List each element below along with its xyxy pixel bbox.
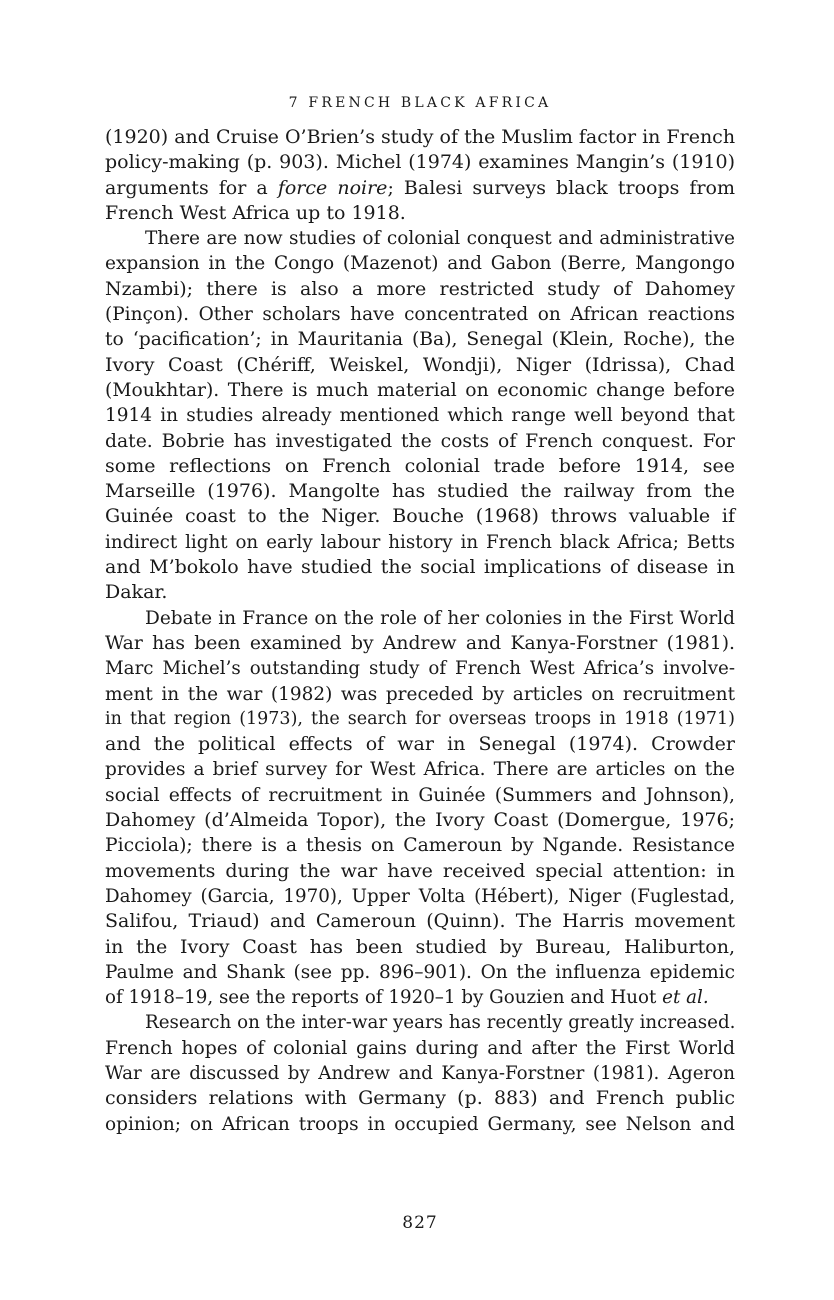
- text-line: some reflections on French colonial trade before 1914, see: [105, 454, 735, 477]
- text-line: and the political effects of war in Senegal (1974). Crowder: [105, 733, 735, 756]
- text-line: and M’bokolo have studied the social implications of disease in: [105, 556, 735, 579]
- text-line: arguments for a force noire; Balesi surveys black troops from: [105, 176, 736, 199]
- text-line: Debate in France on the role of her colonies in the First World: [145, 607, 735, 629]
- text-line: expansion in the Congo (Mazenot) and Gabon (Berre, Mangongo: [105, 253, 735, 275]
- text-line: date. Bobrie has investigated the costs of French conquest. For: [105, 430, 735, 452]
- text-line: Ivory Coast (Chériff, Weiskel, Wondji), Niger (Idrissa), Chad: [105, 353, 735, 376]
- text-line: Nzambi); there is also a more restricted study of Dahomey: [105, 277, 735, 300]
- text-line: opinion; on African troops in occupied Germany, see Nelson and: [105, 1113, 735, 1135]
- text-line: movements during the war have received special attention: in: [105, 859, 735, 882]
- text-line: in the Ivory Coast has been studied by Bureau, Haliburton,: [105, 935, 735, 958]
- text-line: (1920) and Cruise O’Brien’s study of the Muslim factor in French: [105, 126, 736, 148]
- text-line: Dahomey (Garcia, 1970), Upper Volta (Hébert), Niger (Fuglestad,: [105, 885, 735, 907]
- book-page: [105, 0, 735, 1300]
- text-line: Dahomey (d’Almeida Topor), the Ivory Coast (Domergue, 1976;: [105, 809, 735, 832]
- text-line: (Pinçon). Other scholars have concentrated on African reactions: [105, 304, 735, 326]
- text-line: French hopes of colonial gains during and after the First World: [105, 1037, 735, 1059]
- text-line: Marc Michel’s outstanding study of French West Africa’s involve-: [105, 658, 735, 680]
- text-line: 1914 in studies already mentioned which range well beyond that: [105, 405, 735, 427]
- paragraph: [105, 125, 735, 226]
- text-line: There are now studies of colonial conquest and administrative: [145, 228, 735, 250]
- text-line: (Moukhtar). There is much material on economic change before: [105, 379, 735, 401]
- page-number: 827: [402, 1213, 438, 1233]
- text-line: War are discussed by Andrew and Kanya-Forstner (1981). Ageron: [105, 1062, 735, 1084]
- text-line: Guinée coast to the Niger. Bouche (1968) throws valuable if: [105, 505, 735, 528]
- text-line: of 1918–19, see the reports of 1920–1 by Gouzien and Huot et al.: [105, 987, 709, 1009]
- text-line: Marseille (1976). Mangolte has studied the railway from the: [105, 480, 735, 503]
- paragraph: [105, 606, 735, 1011]
- text-line: Paulme and Shank (see pp. 896–901). On the influenza epidemic: [105, 961, 735, 983]
- paragraph: [105, 226, 735, 605]
- text-line: provides a brief survey for West Africa. There are articles on the: [105, 759, 735, 781]
- text-line: Research on the inter-war years has recently greatly increased.: [145, 1012, 736, 1034]
- text-line: French West Africa up to 1918.: [105, 201, 406, 224]
- text-line: in that region (1973), the search for overseas troops in 1918 (1971): [105, 708, 735, 729]
- text-line: ment in the war (1982) was preceded by articles on recruitment: [105, 683, 735, 705]
- text-line: considers relations with Germany (p. 883) and French public: [105, 1087, 735, 1110]
- text-line: indirect light on early labour history in French black Africa; Betts: [105, 531, 735, 553]
- paragraph: [105, 1010, 735, 1136]
- body-text: [105, 125, 735, 1137]
- text-line: policy-making (p. 903). Michel (1974) examines Mangin’s (1910): [105, 151, 735, 174]
- text-line: Salifou, Triaud) and Cameroun (Quinn). The Harris movement: [105, 910, 735, 933]
- text-line: to ‘pacification’; in Mauritania (Ba), Senegal (Klein, Roche), the: [105, 329, 735, 351]
- text-line: War has been examined by Andrew and Kanya-Forstner (1981).: [105, 632, 735, 654]
- text-line: social effects of recruitment in Guinée (Summers and Johnson),: [105, 784, 735, 806]
- running-head: 7 FRENCH BLACK AFRICA: [288, 95, 552, 111]
- text-line: Dakar.: [105, 581, 168, 604]
- text-line: Picciola); there is a thesis on Cameroun by Ngande. Resistance: [105, 835, 735, 857]
